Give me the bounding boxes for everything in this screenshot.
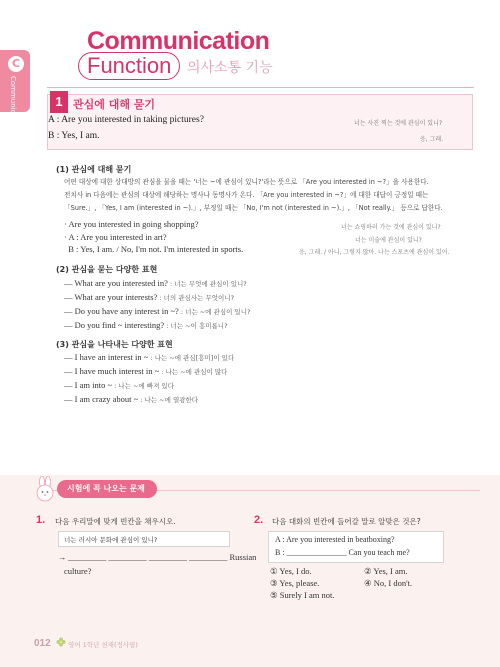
sub2-item: — Do you find ~ interesting? : 너는 ~이 흥미롭니? xyxy=(64,320,228,330)
side-tab-letter: C xyxy=(8,56,24,72)
dialog-gloss-b: 응, 그래. xyxy=(420,136,444,143)
sub1-heading: (1) 관심에 대해 묻기 xyxy=(56,165,132,174)
sub3-item-ko: : 나는 ~에 빠져 있다 xyxy=(112,382,174,390)
sub2-item-en: What are you interested in? xyxy=(74,278,168,288)
sub1-example-2: · A : Are you interested in art? xyxy=(64,232,167,242)
header-divider xyxy=(47,87,474,88)
sub1-example-2-gloss: 너는 미술에 관심이 있니? xyxy=(355,237,422,244)
q1-number: 1. xyxy=(36,514,46,526)
q2-option-5[interactable]: ⑤ Surely I am not. xyxy=(270,590,335,600)
sub2-item: — Do you have any interest in ~? : 너는 ~에 관심이 있니? xyxy=(64,306,251,316)
q1-prompt-box xyxy=(58,531,230,547)
sub3-item-ko: : 나는 ~에 관심이 많다 xyxy=(159,368,228,376)
sub2-item: — What are you interested in? : 너는 무엇에 관심이 있니? xyxy=(64,278,247,288)
sub3-item-ko: : 나는 ~에 관심[흥미]이 있다 xyxy=(148,354,235,362)
title-function-pill xyxy=(78,52,180,80)
section-heading: 관심에 대해 묻기 xyxy=(73,98,156,111)
q2-instruction: 다음 대화의 빈칸에 들어갈 말로 알맞은 것은? xyxy=(272,517,421,526)
sub1-body-1: 어떤 대상에 대한 상대방의 관심을 물을 때는 '너는 ~에 관심이 있니?'라는 뜻으로 「Are you interested in ~?」을 사용한다. xyxy=(64,178,429,186)
q2-option-4[interactable]: ④ No, I don't. xyxy=(364,578,413,588)
sub1-example-3: B : Yes, I am. / No, I'm not. I'm interested in sports. xyxy=(64,244,244,254)
sub1-example-1: · Are you interested in going shopping? xyxy=(64,219,199,229)
q1-instruction: 다음 우리말에 맞게 빈칸을 채우시오. xyxy=(55,517,176,526)
title-korean-a: 의사소통 xyxy=(187,60,242,76)
dialog-line-a: A : Are you interested in taking pictures? xyxy=(48,115,204,125)
sub2-item-en: What are your interests? xyxy=(74,292,158,302)
side-tab-label: Communication xyxy=(9,76,17,132)
page-title: Communication xyxy=(87,27,270,55)
sub2-heading: (2) 관심을 묻는 다양한 표현 xyxy=(56,265,158,274)
q2-option-2[interactable]: ② Yes, I am. xyxy=(364,566,408,576)
sub1-example-1-gloss: 너는 쇼핑하러 가는 것에 관심이 있니? xyxy=(341,224,441,231)
side-tab xyxy=(0,50,30,132)
sub2-item-en: Do you find ~ interesting? xyxy=(74,320,165,330)
title-function: Function xyxy=(87,53,172,78)
dialog-gloss-a: 너는 사진 찍는 것에 관심이 있니? xyxy=(354,120,443,127)
sub2-item-ko: : 너는 ~에 관심이 있니? xyxy=(178,308,251,316)
sub3-item-en: I have an interest in ~ xyxy=(74,352,149,362)
dialog-line-b: B : Yes, I am. xyxy=(48,131,100,141)
sub2-item-ko: : 너는 무엇에 관심이 있니? xyxy=(167,280,247,288)
q2-option-1[interactable]: ① Yes, I do. xyxy=(270,566,312,576)
sub1-example-3-gloss: 응, 그래. / 아니, 그렇지 않아. 나는 스포츠에 관심이 있어. xyxy=(299,249,450,256)
q2-line-a: A : Are you interested in beatboxing? xyxy=(275,535,395,544)
sub3-item-en: I am crazy about ~ xyxy=(74,394,139,404)
flower-icon xyxy=(56,637,66,647)
q1-answer-cont: culture? xyxy=(64,566,92,576)
sub3-heading: (3) 관심을 나타내는 다양한 표현 xyxy=(56,340,173,349)
sub3-item-en: I have much interest in ~ xyxy=(74,366,160,376)
q2-option-3[interactable]: ③ Yes, please. xyxy=(270,578,320,588)
sub3-item: — I have much interest in ~ : 나는 ~에 관심이 많다 xyxy=(64,366,228,376)
sub2-item: — What are your interests? : 너의 관심사는 무엇이니? xyxy=(64,292,235,302)
sub2-item-ko: : 너의 관심사는 무엇이니? xyxy=(157,294,235,302)
sub3-item: — I have an interest in ~ : 나는 ~에 관심[흥미]이 있다 xyxy=(64,352,235,362)
sub2-item-ko: : 너는 ~이 흥미롭니? xyxy=(164,322,228,330)
sub3-item: — I am crazy about ~ : 나는 ~에 열광한다 xyxy=(64,394,199,404)
page-number: 012 xyxy=(34,638,51,649)
q2-dialog-box xyxy=(268,531,444,563)
q1-answer-blank: _________ _________ _________ _________ Russian xyxy=(68,552,257,562)
q1-prompt: 너는 러시아 문화에 관심이 있니? xyxy=(64,536,158,544)
exam-tab-label: 시험에 꼭 나오는 문제 xyxy=(57,480,157,498)
q1-answer-arrow: → xyxy=(58,552,67,562)
sub1-body-2: 전치사 in 다음에는 관심의 대상에 해당하는 명사나 동명사가 온다. 「Are you interested in ~?」에 대한 대답이 긍정일 때는 xyxy=(64,191,429,199)
section-number-badge: 1 xyxy=(50,91,68,113)
sub2-item-en: Do you have any interest in ~? xyxy=(74,306,179,316)
bunny-icon xyxy=(33,476,57,502)
sub1-body-3: 「Sure.」, 「Yes, I am (interested in ~).」, 부정일 때는 「No, I'm not (interested in ~).」, 「Not really.」 등으로 답한다. xyxy=(64,204,443,212)
q2-number: 2. xyxy=(254,514,264,526)
sub3-item-ko: : 나는 ~에 열광한다 xyxy=(138,396,199,404)
sub3-item-en: I am into ~ xyxy=(74,380,113,390)
footer-book-title: 영어 1학년 천재(정사열) xyxy=(68,641,138,649)
title-korean-b: 기능 xyxy=(241,60,273,76)
title-korean xyxy=(187,57,273,77)
sub3-item: — I am into ~ : 나는 ~에 빠져 있다 xyxy=(64,380,174,390)
q2-line-b: B : _______________ Can you teach me? xyxy=(275,548,410,557)
